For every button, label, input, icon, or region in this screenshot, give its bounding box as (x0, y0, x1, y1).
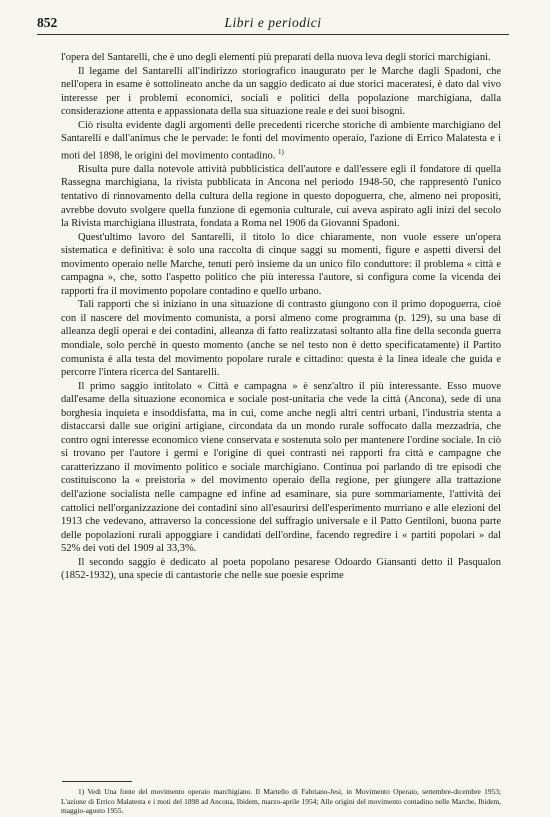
paragraph: l'opera del Santarelli, che è uno degli elementi più preparati della nuova leva degli storici marchigiani. (61, 52, 491, 63)
paragraph: Risulta pure dalla notevole attività pubblicistica dell'autore e dall'essere egli il fondatore di quella Rassegna marchigiana, la rivista pubblicata in Ancona nel periodo 1948-50, che rappresentò l'unico tentativo di rinnovamento della cultura della regione in questo dopoguerra, che, almeno nei propositi, avrebbe dovuto svolgere quella funzione di egemonia culturale, cui aveva aspirato agli inizi del secolo la Rivista marchigiana illustrata, fondata a Roma nel 1906 da Giovanni Spadoni. (61, 163, 501, 230)
footnote-reference: 1) (277, 147, 284, 156)
paragraph: Il primo saggio intitolato « Città e campagna » è senz'altro il più interessante. Esso muove dall'esame della situazione economica e sociale post-unitaria che vede la città (Ancona), sede di una borghesia inquieta e insoddisfatta, ma in cui, come anche negli altri centri urbani, l'industria stenta a distaccarsi dalle sue origini artigiane, circondata da un mondo rurale soffocato dalla mezzadria, che contro ogni interesse economico viene conservata e sostenuta solo per mantenere l'ordine sociale. In ciò si trovano per l'autore i germi e l'origine di quei contrasti nei rapporti fra città e campagne che caratterizzano il movimento politico e sociale marchigiano. Continua poi parlando di tre episodi che costituiscono la « preistoria » del movimento operaio della regione, per giungere alla trattazione dell'azione socialista nelle campagne ed infine ad esaminare, sia pure sommariamente, l'attività dei cattolici nell'organizzazione dei contadini sino all'esaurirsi dell'esperimento murriano e alle elezioni del 1913 che vedevano, attraverso la concessione del suffragio universale e il Patto Gentiloni, buona parte delle popolazioni rurali appoggiare i candidati dell'ordine, facendo regredire i « partiti popolari » dal 52% dei voti del 1909 al 33,3%. (61, 380, 501, 555)
footnote-text: Vedi Una fonte del movimento operaio marchigiano. Il Martello di Fabriano-Jesi, in Movimento Operaio, settembre-dicembre 1953; L'azione di Errico Malatesta e i moti del 1898 ad Ancona, Ibidem, marzo-aprile 1954; Alle origini del movimento contadino nelle Marche, Ibidem, maggio-agosto 1955. (61, 787, 502, 816)
paragraph-text: Ciò risulta evidente dagli argomenti delle precedenti ricerche storiche di ambiente marchigiano del Santarelli e dall'animus che le pervade: le fonti del movimento operaio, l'azione di Errico Malatesta e i moti del 1898, le origini del movimento contadino. (61, 119, 501, 162)
paragraph: Quest'ultimo lavoro del Santarelli, il titolo lo dice chiaramente, non vuole essere un'opera sistematica e definitiva: è solo una raccolta di cinque saggi su momenti, figure e aspetti diversi del movimento operaio nelle Marche, tenuti però insieme da un unico filo conduttore: il problema « città e campagna », che, sotto l'aspetto politico che più interessa l'autore, si configura come la vicenda dei rapporti fra il movimento popolare contadino e quello urbano. (61, 231, 501, 297)
paragraph: Il legame del Santarelli all'indirizzo storiografico inaugurato per le Marche dagli Spadoni, che nell'opera in esame è sottolineato anche da un saggio dedicato ai due storici maceratesi, è dato dal vivo interesse per i problemi economici, sociali e politici della popolazione marchigiana, dalla considerazione attenta e appassionata della sua situazione reale e dei suoi bisogni. (61, 65, 501, 118)
running-title: Libri e periodici (224, 15, 322, 30)
footnote (61, 787, 501, 816)
page-header (37, 14, 509, 35)
paragraph: Tali rapporti che si iniziano in una situazione di contrasto giungono con il primo dopoguerra, cioè con il nascere del movimento comunista, a porsi almeno come programma (p. 129), su una base di alleanza degli operai e dei contadini, alleanza di fatto realizzatasi soltanto alla fine della seconda guerra mondiale, solo perchè in questo momento (anche se nel testo non è detto specificatamente) il Partito comunista è alla testa del movimento popolare rurale e cittadino: questa è la linea ideale che guida e percorre l'intera ricerca del Santarelli. (61, 299, 501, 379)
footnote-rule (62, 781, 132, 782)
paragraph-with-footnote (61, 119, 501, 163)
article-body (61, 51, 501, 583)
footnote-marker: 1) (78, 787, 85, 796)
page-number: 852 (37, 15, 58, 30)
paragraph: Il secondo saggio è dedicato al poeta popolano pesarese Odoardo Giansanti detto il Pasqualon (1852-1932), una specie di cantastorie che nelle sue poesie esprime (61, 556, 501, 582)
